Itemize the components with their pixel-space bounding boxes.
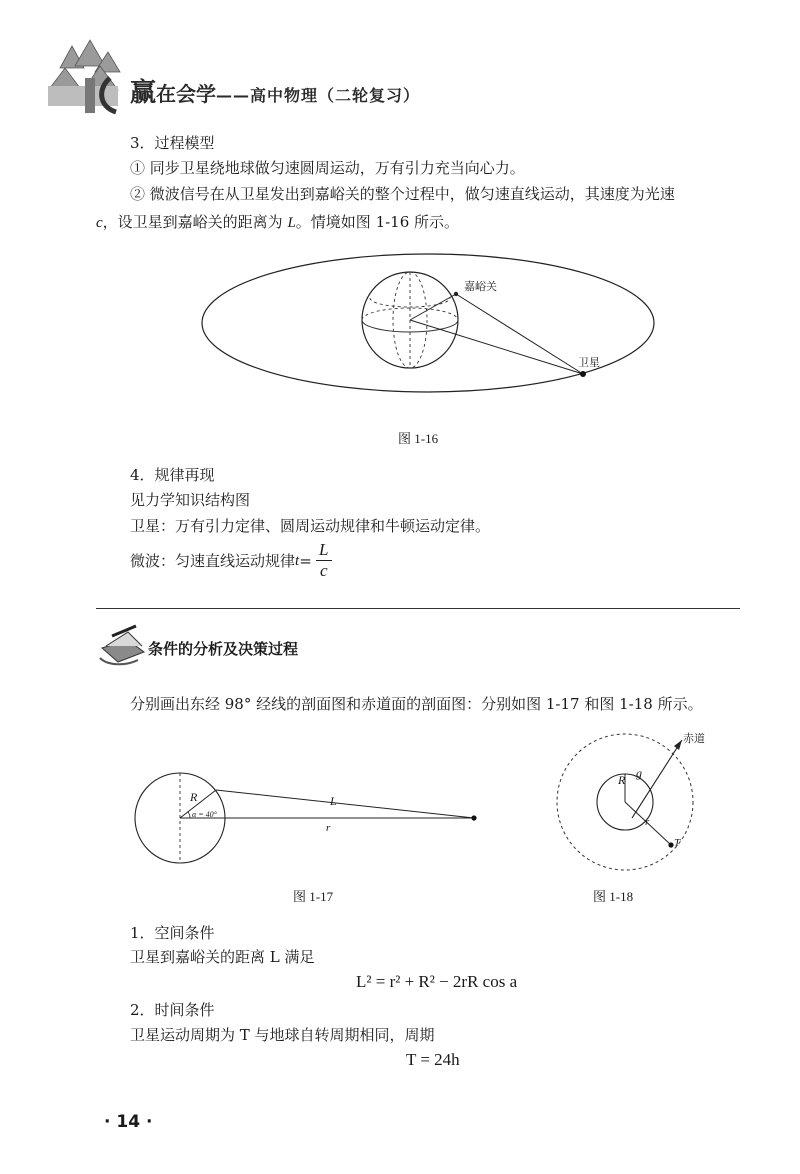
var-c: c [96, 215, 103, 231]
label-jiayuguan: 嘉峪关 [464, 280, 497, 293]
figure-1-17-caption: 图 1-17 [293, 889, 334, 904]
figure-1-17 [130, 768, 480, 868]
section-title: 条件的分析及决策过程 [148, 640, 299, 658]
fig18-label-R: R [618, 773, 626, 787]
space-equation: L² = r² + R² − 2rR cos a [356, 972, 518, 991]
section-divider [96, 608, 740, 609]
fig18-label-T: T [674, 837, 681, 849]
process-item-2-line-1: ② 微波信号在从卫星发出到嘉峪关的整个过程中，做匀速直线运动，其速度为光速 [130, 185, 675, 203]
fig17-label-alpha: α = 40° [192, 810, 217, 819]
fig17-label-L: L [330, 794, 337, 808]
page-number: · 14 · [104, 1112, 153, 1132]
header-brand [130, 72, 420, 109]
book-pen-icon [98, 622, 150, 668]
fig18-label-r: r [645, 816, 650, 828]
process-heading: 3．过程模型 [130, 134, 215, 152]
space-heading: 1．空间条件 [130, 924, 215, 942]
process-item-1: ① 同步卫星绕地球做匀速圆周运动，万有引力充当向心力。 [130, 159, 525, 177]
process-item-2-line-2: c，设卫星到嘉峪关的距离为 L。情境如图 1-16 所示。 [96, 213, 460, 231]
figure-1-18-caption: 图 1-18 [593, 889, 634, 904]
space-line: 卫星到嘉峪关的距离 L 满足 [130, 948, 315, 966]
fig17-label-r: r [326, 822, 331, 834]
law-line-3: 微波：匀速直线运动规律 t = $\frac{L}{c}$ [130, 540, 332, 581]
var-L: L [287, 215, 296, 231]
time-line: 卫星运动周期为 T 与地球自转周期相同，周期 [130, 1026, 435, 1044]
book-title: ——高中物理（二轮复习） [216, 86, 421, 105]
fig18-label-g: g [636, 766, 642, 780]
law-line-1: 见力学知识结构图 [130, 491, 251, 509]
time-heading: 2．时间条件 [130, 1001, 215, 1019]
section-intro: 分别画出东经 98° 经线的剖面图和赤道面的剖面图：分别如图 1-17 和图 1-18 所示。 [130, 695, 703, 713]
time-equation: T = 24h [406, 1050, 460, 1069]
brand-rest: 在会学 [156, 82, 217, 106]
label-satellite: 卫星 [578, 356, 600, 369]
law-heading: 4．规律再现 [130, 466, 215, 484]
law-line-2: 卫星：万有引力定律、圆周运动规律和牛顿运动定律。 [130, 517, 491, 535]
fraction-L-over-c: $\frac{L}{c}$ [316, 540, 332, 581]
brand-char: 赢 [130, 78, 157, 108]
fig18-label-equator: 赤道 [683, 732, 705, 745]
figure-1-16 [198, 248, 658, 418]
header-logo [40, 38, 135, 118]
fig17-label-R: R [190, 790, 198, 804]
var-t: t [295, 552, 300, 569]
figure-1-18 [550, 728, 700, 878]
figure-1-16-caption: 图 1-16 [398, 431, 439, 446]
